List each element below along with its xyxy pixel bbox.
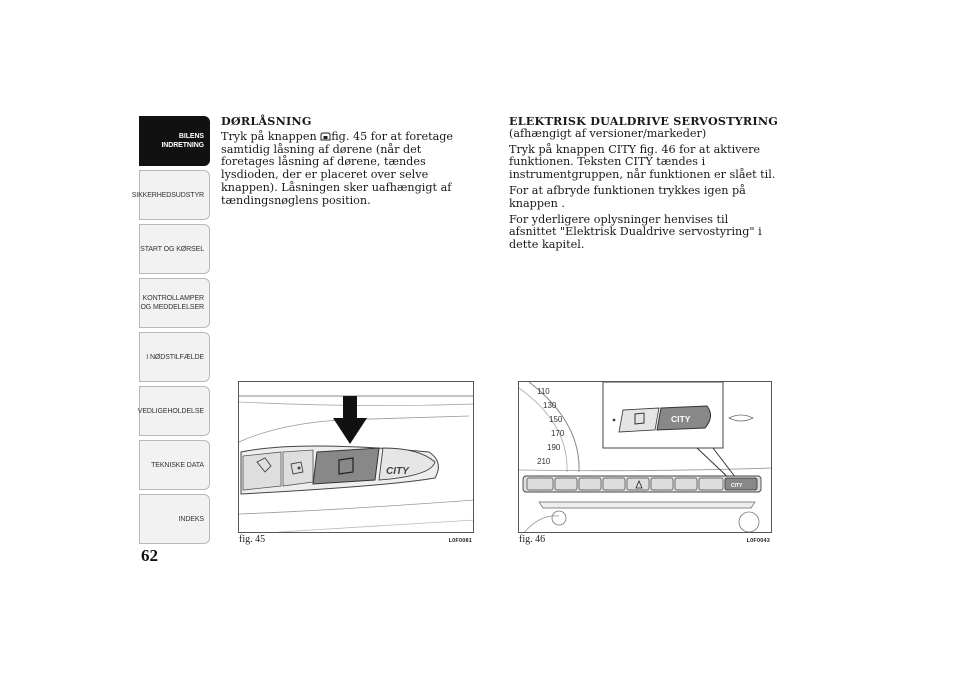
servostyring-subheading: (afhængigt af versioner/markeder)	[509, 126, 707, 140]
tab-tekniske-data[interactable]: TEKNISKE DATA	[139, 440, 210, 490]
dashboard-city-button-illustration	[519, 382, 772, 533]
figure-45	[238, 381, 474, 551]
dorlasning-paragraph: Tryk på knappen fig. 45 for at foretage samtidig låsning af dørene (når det foretages låsning af dørene, tændes lysdioden, der er placeret over selve knappen). Låsningen sker uafhængigt af tændingsnøglens position.	[221, 129, 454, 207]
tab-bilens-indretning[interactable]: BILENS INDRETNING	[139, 116, 210, 166]
page-number: 62	[141, 546, 158, 565]
figure-45-code: L0F0081	[448, 538, 472, 544]
svg-text:CITY: CITY	[731, 483, 743, 489]
svg-text:110: 110	[537, 387, 550, 396]
svg-text:130: 130	[543, 401, 557, 410]
figure-46-caption: fig. 46	[519, 534, 546, 545]
section-heading-dorlasning: DØRLÅSNING	[221, 114, 312, 128]
svg-text:150: 150	[549, 415, 563, 424]
section-heading-servostyring: ELEKTRISK DUALDRIVE SERVOSTYRING	[509, 114, 779, 128]
door-lock-panel-illustration	[239, 382, 474, 533]
press-arrow-icon	[333, 396, 367, 444]
figure-46-image	[518, 381, 772, 533]
tab-sikkerhedsudstyr[interactable]: SIKKERHEDSUDSTYR	[139, 170, 210, 220]
servostyring-paragraph-2: For at afbryde funktionen trykkes igen på knappen .	[509, 183, 746, 210]
tab-kontrollamper[interactable]: KONTROLLAMPER OG MEDDELELSER	[139, 278, 210, 328]
svg-text:190: 190	[547, 443, 561, 452]
servostyring-paragraph-1: Tryk på knappen CITY fig. 46 for at aktivere funktionen. Teksten CITY tændes i instrumentgruppen, når funktionen er slået til.	[509, 142, 776, 182]
left-column	[221, 115, 476, 208]
tab-indeks[interactable]: INDEKS	[139, 494, 210, 544]
svg-text:CITY: CITY	[671, 414, 691, 424]
figure-46	[518, 381, 772, 551]
speedometer-scale	[537, 387, 565, 466]
figure-46-code: L0F0043	[746, 538, 770, 544]
door-lock-icon	[320, 131, 331, 141]
city-button-label: CITY	[386, 466, 409, 477]
servostyring-paragraph-3: For yderligere oplysninger henvises til afsnittet "Elektrisk Dualdrive servostyring" i dette kapitel.	[509, 212, 762, 252]
svg-text:210: 210	[537, 457, 551, 466]
right-column	[509, 115, 779, 252]
figure-45-caption: fig. 45	[239, 534, 266, 545]
tab-vedligeholdelse[interactable]: VEDLIGEHOLDELSE	[139, 386, 210, 436]
tab-start-og-korsel[interactable]: START OG KØRSEL	[139, 224, 210, 274]
svg-text:170: 170	[551, 429, 565, 438]
tab-i-nodstilfaelde[interactable]: I NØDSTILFÆLDE	[139, 332, 210, 382]
figure-45-image	[238, 381, 474, 533]
central-lock-button	[313, 448, 379, 484]
